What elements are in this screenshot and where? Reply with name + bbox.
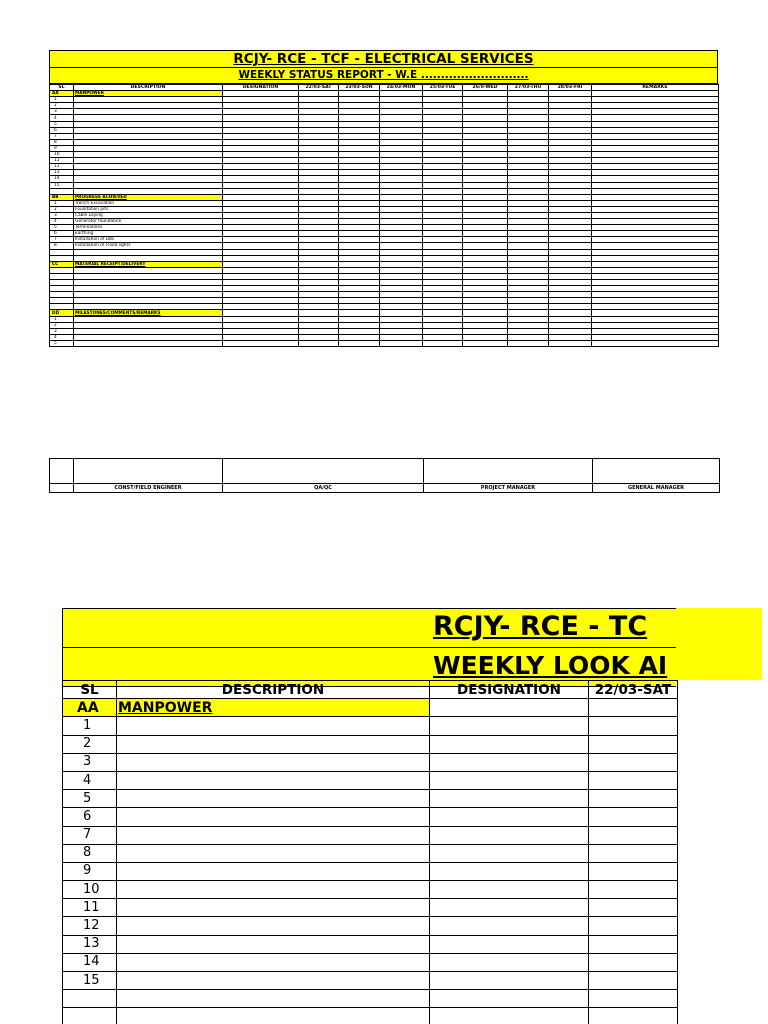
- row-number: 10: [50, 152, 74, 158]
- table-cell: [117, 953, 430, 971]
- lookahead-subtitle: WEEKLY LOOK AI: [433, 651, 668, 680]
- column-header: 22/03-SAT: [589, 681, 678, 699]
- table-cell: [589, 844, 678, 862]
- row-number: 1: [50, 97, 74, 103]
- table-row: [63, 917, 678, 935]
- table-row: [63, 881, 678, 899]
- signature-box-general-manager: [593, 459, 720, 484]
- table-row: [63, 826, 678, 844]
- table-row: [50, 340, 719, 346]
- table-cell: [589, 862, 678, 880]
- row-number: 12: [50, 164, 74, 170]
- section-header-row: [63, 699, 678, 717]
- row-description: Installation of DBs: [74, 237, 223, 243]
- table-cell: [117, 881, 430, 899]
- row-number: 12: [63, 917, 117, 935]
- row-number: 14: [63, 953, 117, 971]
- row-description: Generator foundation: [74, 219, 223, 225]
- section-title: PROGRESS ACHIEVED: [75, 194, 127, 200]
- row-number: 5: [63, 790, 117, 808]
- row-number: 4: [63, 771, 117, 789]
- table-cell: [430, 717, 589, 735]
- table-cell: [339, 340, 380, 346]
- table-cell: [430, 771, 589, 789]
- lookahead-title: RCJY- RCE - TC: [433, 611, 648, 642]
- row-number: 15: [50, 182, 74, 188]
- section-code: CC: [50, 261, 74, 267]
- row-number: 8: [50, 243, 74, 249]
- report-subtitle-cell: [49, 68, 718, 84]
- table-cell: [430, 1008, 589, 1024]
- column-header: DESIGNATION: [223, 85, 299, 91]
- table-cell: [117, 844, 430, 862]
- signature-box-field-engineer: [74, 459, 223, 484]
- table-cell: [430, 808, 589, 826]
- table-cell: [223, 340, 299, 346]
- row-number: 4: [50, 115, 74, 121]
- row-number: 10: [63, 881, 117, 899]
- table-row: [63, 935, 678, 953]
- signature-label-general-manager: GENERAL MANAGER: [593, 484, 720, 493]
- table-row: [63, 844, 678, 862]
- column-header: 23/03-SUN: [339, 85, 380, 91]
- table-cell: [430, 753, 589, 771]
- signature-label-qaqc: QA/QC: [223, 484, 424, 493]
- row-number: 11: [63, 899, 117, 917]
- section-title: MANPOWER: [118, 699, 213, 716]
- report-title-cell: [49, 50, 718, 68]
- row-description: Cable Laying: [74, 212, 223, 218]
- table-cell: [430, 844, 589, 862]
- table-cell: [430, 917, 589, 935]
- table-cell: [592, 340, 719, 346]
- table-cell: [117, 862, 430, 880]
- status-report-body: [50, 85, 719, 347]
- row-number: 2: [63, 735, 117, 753]
- table-cell: [117, 753, 430, 771]
- column-header: 26/0-WED: [463, 85, 508, 91]
- table-cell: [463, 340, 508, 346]
- section-title: MILESTONES/COMMENTS/REMARKS: [75, 310, 161, 316]
- table-cell: [117, 717, 430, 735]
- table-cell: [117, 826, 430, 844]
- table-row: [63, 862, 678, 880]
- section-title-cell: [117, 699, 430, 717]
- table-cell: [589, 826, 678, 844]
- row-number: 13: [50, 170, 74, 176]
- signature-label-project-manager: PROJECT MANAGER: [424, 484, 593, 493]
- table-cell: [117, 771, 430, 789]
- page-crop-edge: [676, 608, 768, 688]
- column-header: 28/03-FRI: [549, 85, 592, 91]
- table-row: [63, 808, 678, 826]
- section-code: BB: [50, 194, 74, 200]
- section-code: AA: [50, 91, 74, 97]
- row-description: Installation of Flood lights: [74, 243, 223, 249]
- table-cell: [589, 771, 678, 789]
- table-cell: [430, 790, 589, 808]
- row-number: 8: [63, 844, 117, 862]
- column-header: REMARKS: [592, 85, 719, 91]
- row-number: 11: [50, 158, 74, 164]
- table-cell: [117, 790, 430, 808]
- row-number: [63, 990, 117, 1008]
- row-number: 7: [50, 133, 74, 139]
- row-description: [74, 340, 223, 346]
- table-cell: [430, 735, 589, 753]
- row-number: 14: [50, 176, 74, 182]
- table-cell: [117, 735, 430, 753]
- row-number: 5: [50, 340, 74, 346]
- table-cell: [430, 826, 589, 844]
- lookahead-title-cell: [62, 608, 762, 648]
- table-row: [63, 990, 678, 1008]
- table-cell: [549, 340, 592, 346]
- table-row: [63, 953, 678, 971]
- table-cell: [589, 717, 678, 735]
- column-header: DESIGNATION: [430, 681, 589, 699]
- row-number: 5: [50, 121, 74, 127]
- table-cell: [589, 990, 678, 1008]
- row-number: 1: [50, 200, 74, 206]
- row-number: 3: [50, 212, 74, 218]
- row-number: 15: [63, 972, 117, 990]
- table-cell: [589, 808, 678, 826]
- weekly-status-report-sheet: [49, 50, 719, 493]
- table-cell: [430, 990, 589, 1008]
- signature-spacer: [50, 459, 74, 484]
- table-row: [63, 972, 678, 990]
- row-number: 7: [50, 237, 74, 243]
- row-number: 8: [50, 139, 74, 145]
- table-row: [63, 735, 678, 753]
- row-number: 4: [50, 219, 74, 225]
- signature-spacer: [50, 484, 74, 493]
- column-header: 22/03-SAT: [299, 85, 339, 91]
- table-cell: [430, 862, 589, 880]
- table-cell: [589, 881, 678, 899]
- table-row: [63, 790, 678, 808]
- column-header: SL: [50, 85, 74, 91]
- row-number: 1: [63, 717, 117, 735]
- table-cell: [589, 953, 678, 971]
- signature-box-project-manager: [424, 459, 593, 484]
- table-cell: [589, 917, 678, 935]
- table-cell: [117, 972, 430, 990]
- table-cell: [589, 753, 678, 771]
- row-description: Trench Excavation: [74, 200, 223, 206]
- table-cell: [380, 340, 423, 346]
- row-number: 9: [50, 145, 74, 151]
- table-cell: [589, 790, 678, 808]
- status-report-table: [49, 84, 719, 347]
- highlight-overflow: [676, 608, 762, 680]
- column-header: DESCRIPTION: [74, 85, 223, 91]
- row-description: Foundation pits: [74, 206, 223, 212]
- table-cell: [589, 935, 678, 953]
- table-cell: [117, 935, 430, 953]
- row-number: 9: [63, 862, 117, 880]
- table-cell: [589, 899, 678, 917]
- table-cell: [430, 935, 589, 953]
- row-number: 1: [50, 316, 74, 322]
- row-description: Terminations: [74, 225, 223, 231]
- row-number: 3: [50, 328, 74, 334]
- row-number: 13: [63, 935, 117, 953]
- table-cell: [430, 881, 589, 899]
- row-number: 6: [63, 808, 117, 826]
- row-number: 4: [50, 334, 74, 340]
- table-cell: [430, 953, 589, 971]
- table-row: [63, 899, 678, 917]
- row-description: Earthing: [74, 231, 223, 237]
- table-cell: [423, 340, 463, 346]
- table-cell: [430, 972, 589, 990]
- table-row: [63, 771, 678, 789]
- table-cell: [117, 808, 430, 826]
- section-title: MATERIAL RECEIPT/DELIVERY: [75, 261, 146, 267]
- table-cell: [117, 899, 430, 917]
- row-number: 3: [50, 109, 74, 115]
- section-code: DD: [50, 310, 74, 316]
- column-header: 27/03-THU: [508, 85, 549, 91]
- report-subtitle: WEEKLY STATUS REPORT - W.E ...........................: [238, 69, 529, 81]
- weekly-look-ahead-sheet: [62, 608, 768, 1024]
- row-number: [63, 1008, 117, 1024]
- table-cell: [117, 1008, 430, 1024]
- row-number: 7: [63, 826, 117, 844]
- row-number: 6: [50, 231, 74, 237]
- row-number: 2: [50, 103, 74, 109]
- signature-box-qaqc: [223, 459, 424, 484]
- row-number: 5: [50, 225, 74, 231]
- lookahead-table: [62, 680, 678, 1024]
- signature-label-field-engineer: CONST/FIELD ENGINEER: [74, 484, 223, 493]
- column-header: SL: [63, 681, 117, 699]
- table-cell: [117, 990, 430, 1008]
- lookahead-body: [63, 681, 678, 1024]
- table-cell: [117, 917, 430, 935]
- section-code: AA: [63, 699, 117, 717]
- column-header: DESCRIPTION: [117, 681, 430, 699]
- table-cell: [430, 699, 589, 717]
- signature-block: [49, 458, 720, 493]
- report-title: RCJY- RCE - TCF - ELECTRICAL SERVICES: [233, 51, 534, 67]
- row-number: 2: [50, 322, 74, 328]
- section-title: MANPOWER: [75, 91, 104, 97]
- table-row: [63, 1008, 678, 1024]
- table-row: [63, 717, 678, 735]
- table-cell: [299, 340, 339, 346]
- table-cell: [589, 735, 678, 753]
- row-number: 3: [63, 753, 117, 771]
- row-number: 2: [50, 206, 74, 212]
- table-cell: [430, 899, 589, 917]
- column-header: 24/03-MON: [380, 85, 423, 91]
- table-cell: [589, 1008, 678, 1024]
- table-cell: [589, 699, 678, 717]
- table-cell: [508, 340, 549, 346]
- table-row: [63, 753, 678, 771]
- table-cell: [589, 972, 678, 990]
- lookahead-header-row: [63, 681, 678, 699]
- row-number: 6: [50, 127, 74, 133]
- column-header: 25/03-TUE: [423, 85, 463, 91]
